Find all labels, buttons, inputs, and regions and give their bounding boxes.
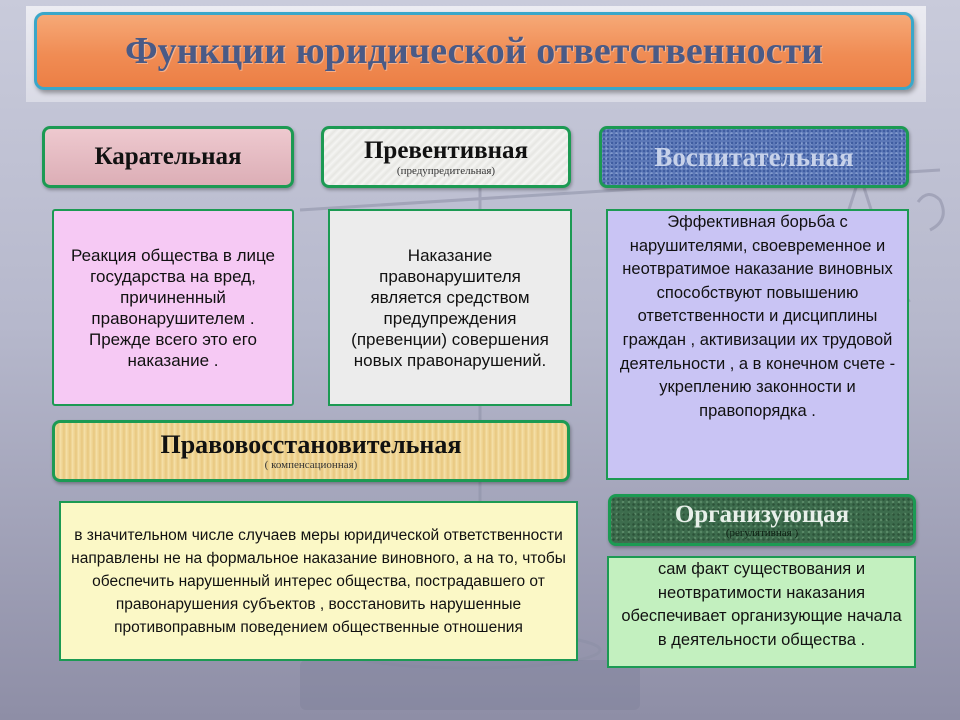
punitive-function-description-box — [52, 209, 294, 406]
preventive-function-description: Наказание правонарушителя является средством предупреждения (превенции) совершения новых правонарушений. — [351, 245, 549, 370]
organizing-function-subtitle: (регулятивная ) — [725, 526, 799, 539]
punitive-function-title: Карательная — [94, 143, 242, 170]
preventive-function-subtitle: (предупредительная) — [396, 164, 496, 177]
organizing-function-header — [608, 494, 916, 546]
organizing-function-title: Организующая — [674, 500, 850, 528]
restorative-function-description-box — [59, 501, 578, 661]
preventive-function-title: Превентивная — [363, 136, 529, 164]
restorative-function-description: в значительном числе случаев меры юридической ответственности направлены не на формальное наказание виновного, а на то, чтобы обеспечить нарушенный интерес общества, пострадавшего от правонарушения субъектов , восстановить нарушенные противоправным поведением общественные отношения — [71, 526, 566, 636]
preventive-function-description-box — [328, 209, 572, 406]
restorative-function-subtitle: ( компенсационная) — [264, 458, 358, 471]
restorative-function-header — [52, 420, 570, 482]
educational-function-header — [599, 126, 909, 188]
preventive-function-header — [321, 126, 571, 188]
educational-function-description: Эффективная борьба с нарушителями, своевременное и неотвратимое наказание виновных способствуют повышению ответственности и дисциплины граждан , активизации их трудовой деятельности , а в конечном счете - укреплению законности и правопорядка . — [619, 213, 896, 420]
punitive-function-header — [42, 126, 294, 188]
page-title: Функции юридической ответственности — [124, 30, 824, 72]
educational-function-description-box — [606, 209, 909, 480]
punitive-function-description: Реакция общества в лице государства на вред, причиненный правонарушителем . Прежде всего это его наказание . — [70, 245, 276, 370]
educational-function-title: Воспитательная — [654, 142, 854, 172]
organizing-function-description: сам факт существования и неотвратимости наказания обеспечивает организующие начала в деятельности общества . — [621, 560, 902, 649]
restorative-function-title: Правовосстановительная — [160, 429, 462, 459]
title-banner — [34, 12, 914, 90]
organizing-function-description-box — [607, 556, 916, 668]
